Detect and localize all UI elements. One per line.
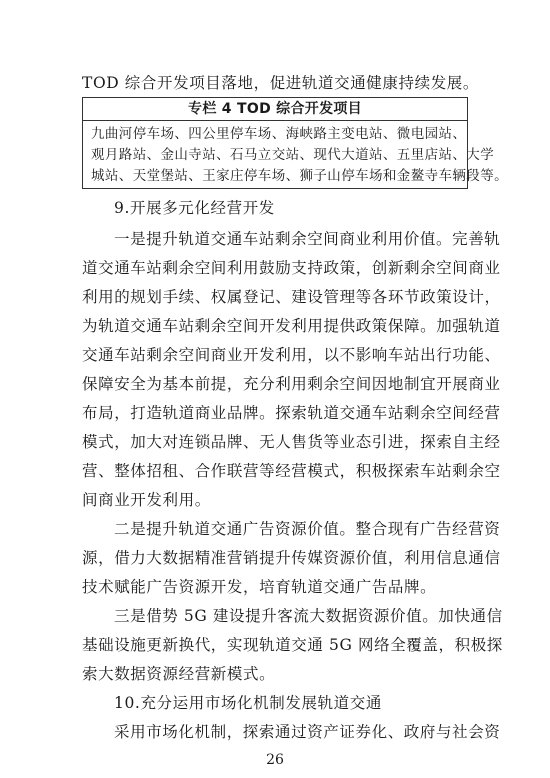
box-title: 专栏 4 TOD 综合开发项目 (83, 98, 467, 121)
box-line: 九曲河停车场、四公里停车场、海峡路主变电站、微电园站、 (91, 126, 467, 142)
paragraph-line: 二是提升轨道交通广告资源价值。整合现有广告经营资 (114, 520, 501, 538)
paragraph-line: 采用市场化机制，探索通过资产证券化、政府与社会资 (114, 723, 501, 741)
section-9-heading: 9.开展多元化经营开发 (114, 199, 275, 217)
paragraph-line: 道交通车站剩余空间利用鼓励支持政策，创新剩余空间商业 (82, 259, 501, 277)
page-number: 26 (266, 752, 284, 768)
paragraph-line: 技术赋能广告资源开发，培育轨道交通广告品牌。 (82, 578, 437, 596)
paragraph-line: 索大数据资源经营新模式。 (82, 665, 276, 683)
paragraph-line: 利用的规划手续、权属登记、建设管理等各环节政策设计， (82, 288, 501, 306)
box-line: 城站、天堂堡站、王家庄停车场、狮子山停车场和金鳌寺车辆段等。 (91, 168, 508, 184)
paragraph-line: 间商业开发利用。 (82, 491, 211, 509)
paragraph-line: 营、整体招租、合作联营等经营模式，积极探索车站剩余空 (82, 462, 501, 480)
intro-line: TOD 综合开发项目落地，促进轨道交通健康持续发展。 (82, 74, 480, 92)
paragraph-line: 交通车站剩余空间商业开发利用，以不影响车站出行功能、 (82, 346, 501, 364)
section-10-heading: 10.充分运用市场化机制发展轨道交通 (114, 694, 382, 712)
paragraph-line: 保障安全为基本前提，充分利用剩余空间因地制宜开展商业 (82, 375, 501, 393)
box-line: 观月路站、金山寺站、石马立交站、现代大道站、五里店站、大学 (91, 147, 495, 163)
paragraph-line: 为轨道交通车站剩余空间开发利用提供政策保障。加强轨道 (82, 317, 501, 335)
paragraph-line: 基础设施更新换代，实现轨道交通 5G 网络全覆盖，积极探 (82, 636, 503, 654)
paragraph-line: 一是提升轨道交通车站剩余空间商业利用价值。完善轨 (114, 230, 501, 248)
paragraph-line: 源，借力大数据精准营销提升传媒资源价值，利用信息通信 (82, 549, 501, 567)
paragraph-line: 三是借势 5G 建设提升客流大数据资源价值。加快通信 (114, 607, 503, 625)
paragraph-line: 模式，加大对连锁品牌、无人售货等业态引进，探索自主经 (82, 433, 501, 451)
sidebar-box (82, 97, 508, 189)
paragraph-line: 布局，打造轨道商业品牌。探索轨道交通车站剩余空间经营 (82, 404, 501, 422)
